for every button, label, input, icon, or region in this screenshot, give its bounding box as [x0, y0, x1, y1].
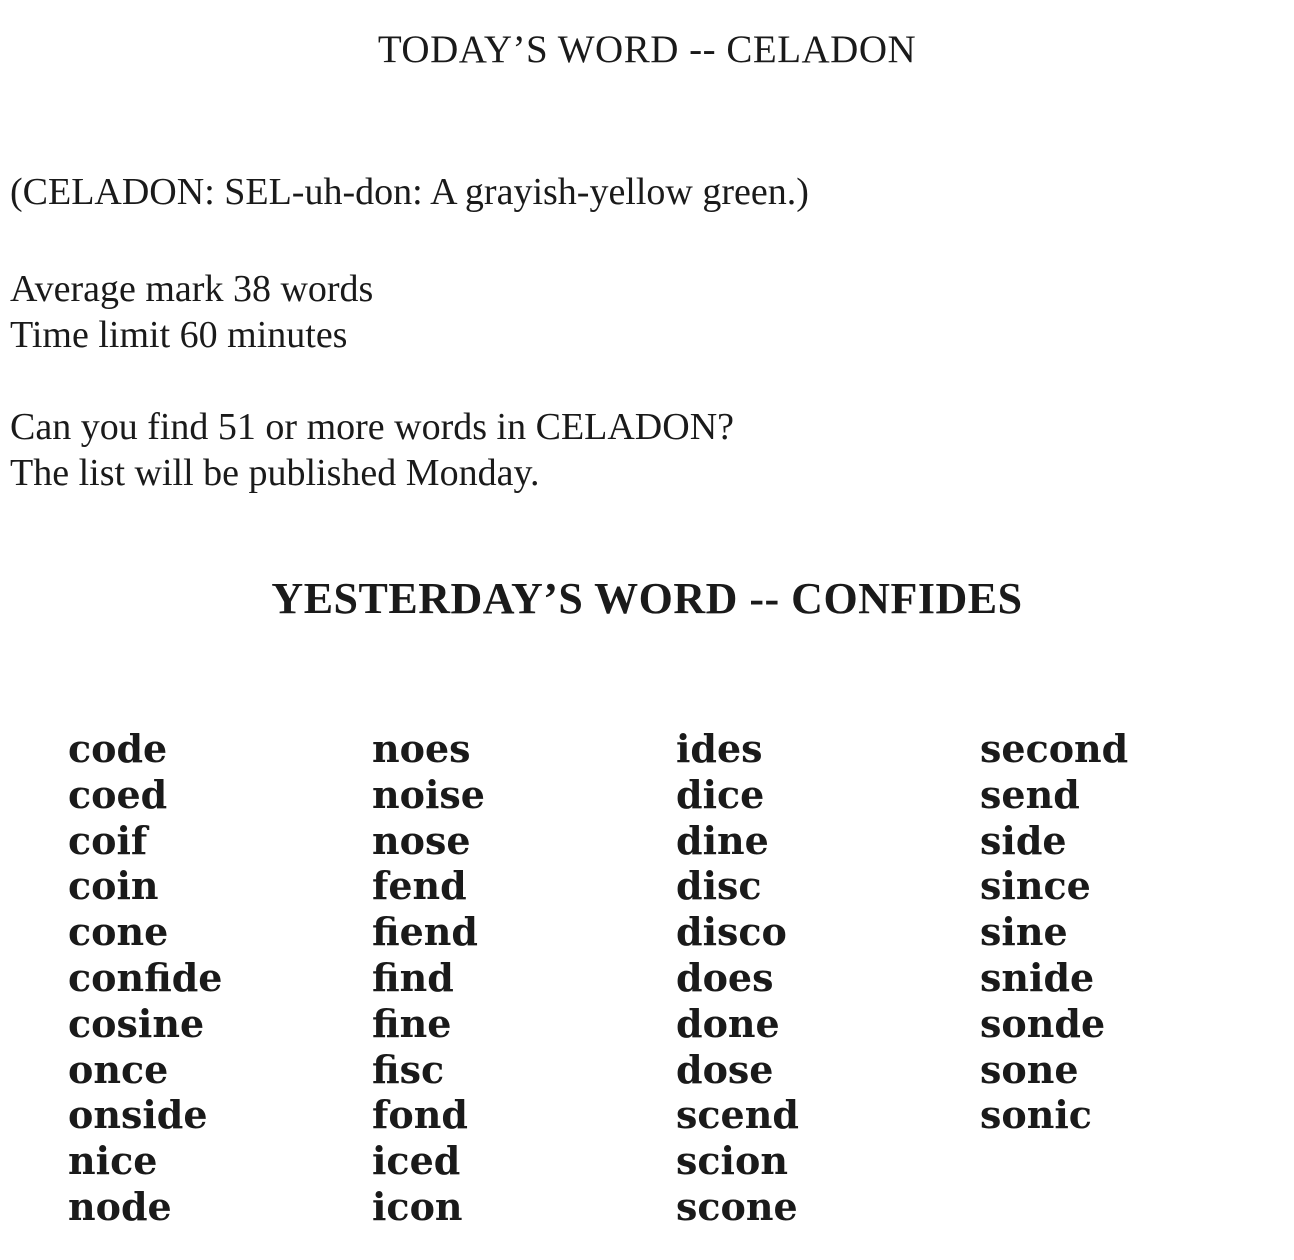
word-column-2 — [372, 726, 672, 1230]
word-list-item: done — [676, 1000, 780, 1046]
word-list-item: find — [372, 954, 454, 1000]
word-list-item: does — [676, 954, 774, 1000]
word-list-item: nose — [372, 817, 471, 863]
word-list-item: sonic — [980, 1092, 1092, 1138]
word-definition: (CELADON: SEL-uh-don: A grayish-yellow green.) — [10, 171, 809, 213]
word-list-item: nice — [68, 1138, 158, 1184]
puzzle-stats — [10, 266, 373, 358]
word-list-item: snide — [980, 954, 1095, 1000]
word-list-item: disco — [676, 909, 787, 955]
average-mark: Average mark 38 words — [10, 268, 374, 310]
word-column-4 — [980, 726, 1280, 1138]
word-list-item: node — [68, 1183, 172, 1229]
word-list-item: sonde — [980, 1000, 1106, 1046]
word-list-item: code — [68, 726, 168, 771]
word-list-item: icon — [372, 1183, 463, 1229]
word-column-1 — [68, 726, 368, 1230]
word-list-item: cone — [68, 909, 169, 955]
word-list-item: since — [980, 863, 1091, 909]
word-list-item: once — [68, 1046, 169, 1092]
word-list-item: coed — [68, 771, 168, 817]
word-list-item: coif — [68, 817, 148, 863]
word-list-item: fond — [372, 1092, 468, 1138]
word-list-item: scion — [676, 1138, 788, 1184]
word-list-item: send — [980, 771, 1080, 817]
word-list — [68, 726, 1294, 1246]
word-list-item: fisc — [372, 1046, 445, 1092]
word-list-item: sone — [980, 1046, 1079, 1092]
puzzle-challenge — [10, 404, 734, 496]
word-list-item: fend — [372, 863, 467, 909]
challenge-question: Can you find 51 or more words in CELADON? — [10, 406, 735, 448]
word-list-item: fiend — [372, 909, 479, 955]
time-limit: Time limit 60 minutes — [10, 314, 348, 356]
publish-note: The list will be published Monday. — [10, 452, 540, 494]
word-list-item: confide — [68, 954, 223, 1000]
word-list-item: dine — [676, 817, 769, 863]
word-list-item: second — [980, 726, 1129, 771]
word-list-item: dice — [676, 771, 765, 817]
todays-word-heading: TODAY’S WORD -- CELADON — [377, 28, 917, 71]
word-list-item: sine — [980, 909, 1068, 955]
word-list-item: noes — [372, 726, 471, 771]
word-list-item: side — [980, 817, 1067, 863]
word-list-item: fine — [372, 1000, 452, 1046]
word-column-3 — [676, 726, 976, 1230]
yesterdays-word-heading: YESTERDAY’S WORD -- CONFIDES — [271, 574, 1023, 623]
word-list-item: cosine — [68, 1000, 205, 1046]
word-list-item: scone — [676, 1183, 798, 1229]
word-list-item: iced — [372, 1138, 461, 1184]
word-list-item: coin — [68, 863, 159, 909]
word-list-item: ides — [676, 726, 763, 771]
word-list-item: noise — [372, 771, 485, 817]
word-list-item: onside — [68, 1092, 208, 1138]
word-list-item: dose — [676, 1046, 774, 1092]
word-list-item: disc — [676, 863, 762, 909]
word-list-item: scend — [676, 1092, 799, 1138]
